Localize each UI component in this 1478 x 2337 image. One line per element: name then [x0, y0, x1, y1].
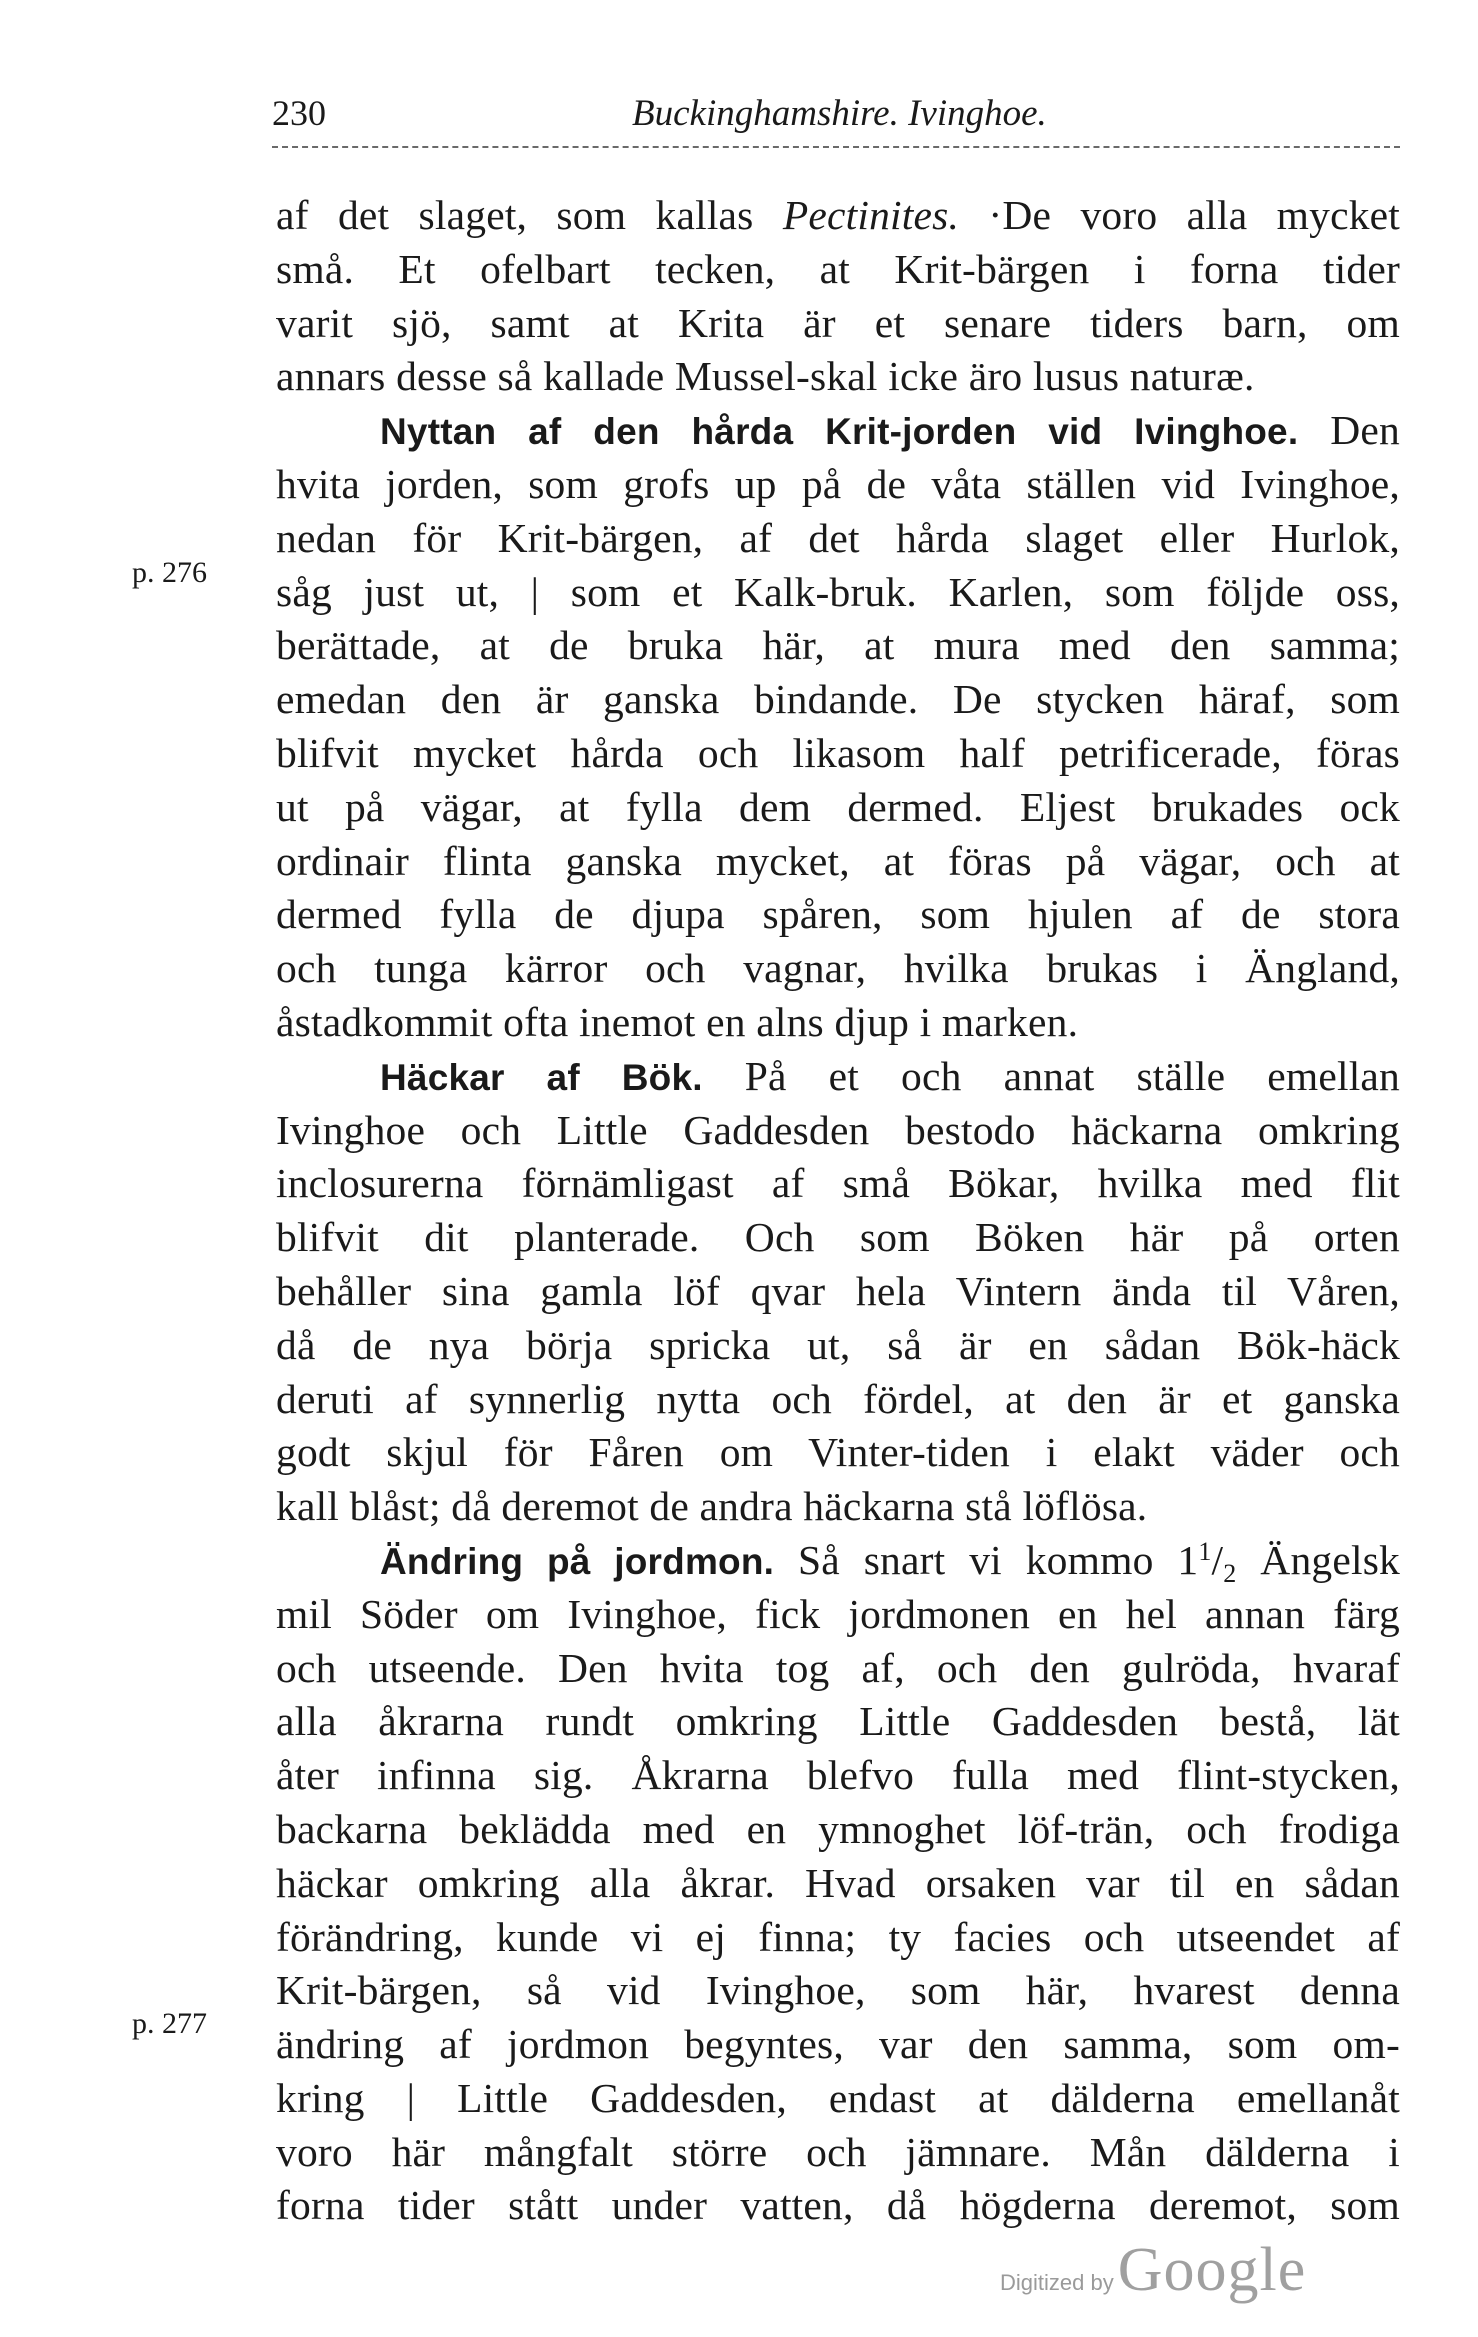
text-line: emedan den är ganska bindande. De stycken häraf, som — [276, 676, 1400, 723]
digitized-label: Digitized by — [1000, 2270, 1114, 2295]
text-line: Ändring på jordmon. Så snart vi kommo $1^1/_2$ Ängelsk — [380, 1536, 1401, 1588]
google-logo: Google — [1117, 2236, 1307, 2304]
text-line: inclosurerna förnämligast af små Bökar, hvilka med flit — [276, 1160, 1400, 1207]
text-line: Ivinghoe och Little Gaddesden bestodo häckarna omkring — [276, 1106, 1400, 1153]
text-line: kall blåst; då deremot de andra häckarna stå löflösa. — [276, 1483, 1148, 1530]
text-line: ändring af jordmon begyntes, var den samma, som om- — [276, 2021, 1400, 2068]
text-line: och tunga kärror och vagnar, hvilka brukas i Ängland, — [276, 945, 1400, 992]
text-line: små. Et ofelbart tecken, at Krit-bärgen i forna tider — [276, 245, 1400, 292]
margin-note-p276: p. 276 — [132, 556, 207, 589]
text-line: åstadkommit ofta inemot en alns djup i marken. — [276, 998, 1079, 1045]
section-heading: Nyttan af den hårda Krit-jorden vid Ivinghoe. — [380, 411, 1299, 453]
running-title: Buckinghamshire. Ivinghoe. — [632, 93, 1047, 134]
text-line: blifvit dit planterade. Och som Böken här på orten — [276, 1214, 1400, 1261]
text-line: behåller sina gamla löf qvar hela Vintern ända til Våren, — [276, 1267, 1400, 1314]
text-line: ut på vägar, at fylla dem dermed. Eljest brukades ock — [276, 783, 1400, 830]
text-line: Krit-bärgen, så vid Ivinghoe, som här, hvarest denna — [276, 1967, 1400, 2014]
digitized-watermark — [1000, 2235, 1306, 2306]
page-number: 230 — [272, 93, 326, 133]
text-line: forna tider stått under vatten, då högderna deremot, som — [276, 2182, 1400, 2229]
text-line: då de nya börja spricka ut, så är en sådan Bök-häck — [276, 1321, 1400, 1368]
body-text — [276, 189, 1400, 2233]
text-line: dermed fylla de djupa spåren, som hjulen af de stora — [276, 891, 1400, 938]
text-line: och utseende. Den hvita tog af, och den gulröda, hvaraf — [276, 1644, 1400, 1691]
header-rule — [272, 146, 1400, 148]
text-line: nedan för Krit-bärgen, af det hårda slaget eller Hurlok, — [276, 514, 1400, 561]
text-line: af det slaget, som kallas Pectinites. ·De voro alla mycket — [276, 192, 1400, 238]
text-line: åter infinna sig. Åkrarna blefvo fulla med flint-stycken, — [276, 1752, 1400, 1799]
text-line: hvita jorden, som grofs up på de våta ställen vid Ivinghoe, — [276, 460, 1400, 507]
text-line: Nyttan af den hårda Krit-jorden vid Ivinghoe. Den — [380, 407, 1400, 454]
text-line: voro här mångfalt större och jämnare. Mån dälderna i — [276, 2128, 1400, 2175]
text-line: Häckar af Bök. På et och annat ställe emellan — [380, 1052, 1400, 1099]
section-heading: Ändring på jordmon. — [380, 1540, 775, 1582]
text-line: ordinair flinta ganska mycket, at föras på vägar, och at — [276, 837, 1400, 884]
text-line: annars desse så kallade Mussel-skal icke äro lusus naturæ. — [276, 353, 1255, 400]
text-line: kring | Little Gaddesden, endast at dälderna emellanåt — [276, 2074, 1400, 2121]
text-line: förändring, kunde vi ej finna; ty facies och utseendet af — [276, 1913, 1400, 1960]
text-line: deruti af synnerlig nytta och fördel, at den är et ganska — [276, 1375, 1400, 1422]
page-header — [272, 92, 1400, 132]
text-line: mil Söder om Ivinghoe, fick jordmonen en hel annan färg — [276, 1590, 1400, 1637]
text-line: varit sjö, samt at Krita är et senare tiders barn, om — [276, 299, 1400, 346]
text-line: häckar omkring alla åkrar. Hvad orsaken var til en sådan — [276, 1859, 1400, 1906]
text-line: blifvit mycket hårda och likasom half petrificerade, föras — [276, 729, 1400, 776]
text-line: alla åkrarna rundt omkring Little Gaddesden bestå, lät — [276, 1698, 1400, 1745]
text-line: såg just ut, | som et Kalk-bruk. Karlen, som följde oss, — [276, 568, 1400, 615]
text-line: godt skjul för Fåren om Vinter-tiden i elakt väder och — [276, 1429, 1400, 1476]
section-heading: Häckar af Bök. — [380, 1056, 703, 1098]
text-line: berättade, at de bruka här, at mura med den samma; — [276, 622, 1400, 669]
margin-note-p277: p. 277 — [132, 2007, 207, 2040]
text-line: backarna beklädda med en ymnoghet löf-trän, och frodiga — [276, 1805, 1400, 1852]
